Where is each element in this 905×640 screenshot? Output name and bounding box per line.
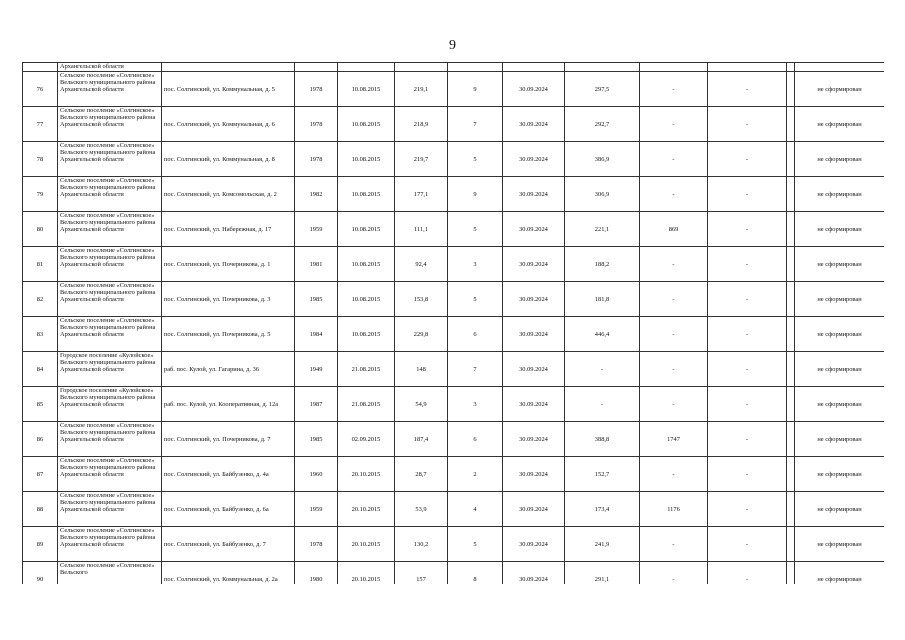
address-cell: пос. Солгинский, ул. Почерникова, д. 7 <box>162 422 295 457</box>
area-cell: 148 <box>395 352 448 387</box>
housing-registry-table <box>22 62 884 584</box>
address-cell: пос. Солгинский, ул. Байбузенко, д. 4а <box>162 457 295 492</box>
status-cell: не сформирован <box>795 212 885 247</box>
resettlement-deadline-cell: 30.09.2024 <box>503 562 565 585</box>
municipality-name-cell: Сельское поселение «Солгинское» Вельского муниципального района Архангельской области <box>58 317 162 352</box>
resettlement-deadline-cell: 30.09.2024 <box>503 177 565 212</box>
residents-count-cell: 7 <box>448 352 503 387</box>
cost-cell: 386,9 <box>565 142 640 177</box>
blank-cell-cell <box>787 63 795 72</box>
address-cell <box>162 63 295 72</box>
cost-cell: - <box>565 387 640 422</box>
cost-cell <box>565 63 640 72</box>
resettlement-deadline-cell: 30.09.2024 <box>503 282 565 317</box>
recognition-date-cell: 10.08.2015 <box>338 107 395 142</box>
area-cell: 218,9 <box>395 107 448 142</box>
recognition-date-cell: 10.08.2015 <box>338 247 395 282</box>
blank-cell-cell <box>787 107 795 142</box>
residents-count-cell: 9 <box>448 72 503 107</box>
recognition-date-cell: 20.10.2015 <box>338 492 395 527</box>
area-cell: 111,1 <box>395 212 448 247</box>
address-cell: пос. Солгинский, ул. Байбузенко, д. 7 <box>162 527 295 562</box>
table-row <box>23 352 885 387</box>
row-number-cell: 90 <box>23 562 58 585</box>
area-cell: 229,8 <box>395 317 448 352</box>
blank-cell-cell <box>787 247 795 282</box>
blank-cell-cell <box>787 177 795 212</box>
cost-cell: 221,1 <box>565 212 640 247</box>
table-row <box>23 317 885 352</box>
cost-cell: 388,8 <box>565 422 640 457</box>
table-row <box>23 107 885 142</box>
table-row <box>23 492 885 527</box>
residents-count-cell: 6 <box>448 317 503 352</box>
extra-value-cell: - <box>640 457 708 492</box>
extra-value-cell: - <box>640 247 708 282</box>
row-number-cell: 88 <box>23 492 58 527</box>
table-body <box>23 63 885 585</box>
row-number-cell: 78 <box>23 142 58 177</box>
table-row <box>23 72 885 107</box>
address-cell: пос. Солгинский, ул. Почерникова, д. 3 <box>162 282 295 317</box>
cost-cell: 173,4 <box>565 492 640 527</box>
municipality-name-cell: Городское поселение «Кулойское» Вельского муниципального района Архангельской области <box>58 387 162 422</box>
build-year-cell <box>295 63 338 72</box>
residents-count-cell: 3 <box>448 247 503 282</box>
build-year-cell: 1959 <box>295 212 338 247</box>
row-number-cell: 80 <box>23 212 58 247</box>
status-cell: не сформирован <box>795 492 885 527</box>
residents-count-cell: 5 <box>448 282 503 317</box>
municipality-name-cell: Сельское поселение «Солгинское» Вельского муниципального района Архангельской области <box>58 457 162 492</box>
row-number-cell: 84 <box>23 352 58 387</box>
dash-value-cell: - <box>708 387 787 422</box>
extra-value-cell: - <box>640 352 708 387</box>
resettlement-deadline-cell: 30.09.2024 <box>503 527 565 562</box>
status-cell: не сформирован <box>795 282 885 317</box>
extra-value-cell: - <box>640 562 708 585</box>
status-cell: не сформирован <box>795 562 885 585</box>
municipality-name-cell: Сельское поселение «Солгинское» Вельского муниципального района Архангельской области <box>58 492 162 527</box>
recognition-date-cell: 02.09.2015 <box>338 422 395 457</box>
address-cell: раб. пос. Кулой, ул. Гагарина, д. 36 <box>162 352 295 387</box>
resettlement-deadline-cell: 30.09.2024 <box>503 142 565 177</box>
resettlement-deadline-cell: 30.09.2024 <box>503 352 565 387</box>
extra-value-cell: - <box>640 282 708 317</box>
residents-count-cell: 5 <box>448 527 503 562</box>
dash-value-cell: - <box>708 317 787 352</box>
table-row-continued <box>23 63 885 72</box>
address-cell: пос. Солгинский, ул. Коммунальная, д. 8 <box>162 142 295 177</box>
resettlement-deadline-cell: 30.09.2024 <box>503 317 565 352</box>
extra-value-cell: 1176 <box>640 492 708 527</box>
table-row <box>23 457 885 492</box>
residents-count-cell: 2 <box>448 457 503 492</box>
dash-value-cell: - <box>708 352 787 387</box>
municipality-name-cell: Сельское поселение «Солгинское» Вельского муниципального района Архангельской области <box>58 107 162 142</box>
recognition-date-cell: 20.10.2015 <box>338 562 395 585</box>
address-cell: пос. Солгинский, ул. Почерникова, д. 1 <box>162 247 295 282</box>
dash-value-cell: - <box>708 492 787 527</box>
row-number-cell: 83 <box>23 317 58 352</box>
resettlement-deadline-cell: 30.09.2024 <box>503 107 565 142</box>
area-cell: 177,1 <box>395 177 448 212</box>
status-cell: не сформирован <box>795 352 885 387</box>
dash-value-cell <box>708 63 787 72</box>
residents-count-cell: 3 <box>448 387 503 422</box>
table-row <box>23 562 885 585</box>
address-cell: пос. Солгинский, ул. Набережная, д. 17 <box>162 212 295 247</box>
area-cell: 54,9 <box>395 387 448 422</box>
extra-value-cell: - <box>640 527 708 562</box>
extra-value-cell: - <box>640 107 708 142</box>
dash-value-cell: - <box>708 527 787 562</box>
blank-cell-cell <box>787 562 795 585</box>
dash-value-cell: - <box>708 422 787 457</box>
area-cell: 219,7 <box>395 142 448 177</box>
table-row <box>23 212 885 247</box>
address-cell: пос. Солгинский, ул. Коммунальная, д. 6 <box>162 107 295 142</box>
cost-cell: - <box>565 352 640 387</box>
build-year-cell: 1978 <box>295 527 338 562</box>
area-cell <box>395 63 448 72</box>
municipality-name-cell: Сельское поселение «Солгинское» Вельского муниципального района Архангельской области <box>58 247 162 282</box>
table-row <box>23 422 885 457</box>
extra-value-cell: 1747 <box>640 422 708 457</box>
row-number-cell: 87 <box>23 457 58 492</box>
resettlement-deadline-cell: 30.09.2024 <box>503 457 565 492</box>
extra-value-cell: - <box>640 387 708 422</box>
build-year-cell: 1959 <box>295 492 338 527</box>
municipality-name-cell: Сельское поселение «Солгинское» Вельского муниципального района Архангельской области <box>58 527 162 562</box>
dash-value-cell: - <box>708 562 787 585</box>
recognition-date-cell: 10.08.2015 <box>338 72 395 107</box>
build-year-cell: 1985 <box>295 422 338 457</box>
row-number-cell: 77 <box>23 107 58 142</box>
extra-value-cell: 869 <box>640 212 708 247</box>
resettlement-deadline-cell <box>503 63 565 72</box>
resettlement-deadline-cell: 30.09.2024 <box>503 387 565 422</box>
table-row <box>23 282 885 317</box>
status-cell <box>795 63 885 72</box>
build-year-cell: 1987 <box>295 387 338 422</box>
build-year-cell: 1978 <box>295 107 338 142</box>
residents-count-cell: 7 <box>448 107 503 142</box>
page-number: 9 <box>449 38 456 53</box>
status-cell: не сформирован <box>795 142 885 177</box>
row-number-cell: 81 <box>23 247 58 282</box>
row-number-cell: 85 <box>23 387 58 422</box>
build-year-cell: 1982 <box>295 177 338 212</box>
area-cell: 187,4 <box>395 422 448 457</box>
row-number-cell: 79 <box>23 177 58 212</box>
municipality-name-cell: Сельское поселение «Солгинское» Вельского муниципального района Архангельской области <box>58 177 162 212</box>
residents-count-cell: 9 <box>448 177 503 212</box>
area-cell: 130,2 <box>395 527 448 562</box>
status-cell: не сформирован <box>795 247 885 282</box>
address-cell: раб. пос. Кулой, ул. Кооперативная, д. 12а <box>162 387 295 422</box>
cost-cell: 241,9 <box>565 527 640 562</box>
recognition-date-cell: 21.08.2015 <box>338 352 395 387</box>
dash-value-cell: - <box>708 107 787 142</box>
recognition-date-cell: 10.08.2015 <box>338 177 395 212</box>
cost-cell: 188,2 <box>565 247 640 282</box>
municipality-name-cell: Сельское поселение «Солгинское» Вельского муниципального района Архангельской области <box>58 422 162 457</box>
residents-count-cell: 5 <box>448 212 503 247</box>
area-cell: 153,8 <box>395 282 448 317</box>
resettlement-deadline-cell: 30.09.2024 <box>503 72 565 107</box>
status-cell: не сформирован <box>795 457 885 492</box>
table-row <box>23 247 885 282</box>
residents-count-cell: 4 <box>448 492 503 527</box>
cost-cell: 291,1 <box>565 562 640 585</box>
resettlement-deadline-cell: 30.09.2024 <box>503 212 565 247</box>
build-year-cell: 1978 <box>295 72 338 107</box>
residents-count-cell: 8 <box>448 562 503 585</box>
build-year-cell: 1985 <box>295 282 338 317</box>
table-row <box>23 527 885 562</box>
row-number-cell: 89 <box>23 527 58 562</box>
municipality-name-cell: Сельское поселение «Солгинское» Вельского <box>58 562 162 585</box>
resettlement-deadline-cell: 30.09.2024 <box>503 492 565 527</box>
blank-cell-cell <box>787 457 795 492</box>
area-cell: 28,7 <box>395 457 448 492</box>
dash-value-cell: - <box>708 72 787 107</box>
build-year-cell: 1960 <box>295 457 338 492</box>
build-year-cell: 1984 <box>295 317 338 352</box>
municipality-name-cell: Городское поселение «Кулойское» Вельского муниципального района Архангельской области <box>58 352 162 387</box>
row-number-cell: 86 <box>23 422 58 457</box>
cost-cell: 306,9 <box>565 177 640 212</box>
row-number-cell: 82 <box>23 282 58 317</box>
resettlement-deadline-cell: 30.09.2024 <box>503 247 565 282</box>
blank-cell-cell <box>787 212 795 247</box>
residents-count-cell: 5 <box>448 142 503 177</box>
status-cell: не сформирован <box>795 177 885 212</box>
build-year-cell: 1980 <box>295 562 338 585</box>
build-year-cell: 1978 <box>295 142 338 177</box>
cost-cell: 181,8 <box>565 282 640 317</box>
table-row <box>23 142 885 177</box>
municipality-name-cell: Архангельской области <box>58 63 162 72</box>
residents-count-cell <box>448 63 503 72</box>
row-number-cell: 76 <box>23 72 58 107</box>
cost-cell: 152,7 <box>565 457 640 492</box>
table-row <box>23 177 885 212</box>
table-row <box>23 387 885 422</box>
recognition-date-cell: 21.08.2015 <box>338 387 395 422</box>
blank-cell-cell <box>787 422 795 457</box>
address-cell: пос. Солгинский, ул. Комсомольская, д. 2 <box>162 177 295 212</box>
dash-value-cell: - <box>708 177 787 212</box>
municipality-name-cell: Сельское поселение «Солгинское» Вельского муниципального района Архангельской области <box>58 142 162 177</box>
address-cell: пос. Солгинский, ул. Коммунальная, д. 2а <box>162 562 295 585</box>
resettlement-deadline-cell: 30.09.2024 <box>503 422 565 457</box>
dash-value-cell: - <box>708 247 787 282</box>
recognition-date-cell: 10.08.2015 <box>338 317 395 352</box>
blank-cell-cell <box>787 387 795 422</box>
recognition-date-cell: 20.10.2015 <box>338 457 395 492</box>
housing-registry-table-container <box>22 62 884 584</box>
area-cell: 219,1 <box>395 72 448 107</box>
recognition-date-cell: 10.08.2015 <box>338 212 395 247</box>
residents-count-cell: 6 <box>448 422 503 457</box>
row-number-cell <box>23 63 58 72</box>
area-cell: 53,9 <box>395 492 448 527</box>
status-cell: не сформирован <box>795 387 885 422</box>
status-cell: не сформирован <box>795 317 885 352</box>
recognition-date-cell: 10.08.2015 <box>338 282 395 317</box>
status-cell: не сформирован <box>795 72 885 107</box>
municipality-name-cell: Сельское поселение «Солгинское» Вельского муниципального района Архангельской области <box>58 212 162 247</box>
extra-value-cell: - <box>640 142 708 177</box>
extra-value-cell <box>640 63 708 72</box>
build-year-cell: 1981 <box>295 247 338 282</box>
dash-value-cell: - <box>708 457 787 492</box>
blank-cell-cell <box>787 317 795 352</box>
extra-value-cell: - <box>640 72 708 107</box>
blank-cell-cell <box>787 72 795 107</box>
address-cell: пос. Солгинский, ул. Почерникова, д. 5 <box>162 317 295 352</box>
recognition-date-cell: 20.10.2015 <box>338 527 395 562</box>
blank-cell-cell <box>787 142 795 177</box>
status-cell: не сформирован <box>795 422 885 457</box>
extra-value-cell: - <box>640 317 708 352</box>
area-cell: 157 <box>395 562 448 585</box>
cost-cell: 297,5 <box>565 72 640 107</box>
recognition-date-cell <box>338 63 395 72</box>
extra-value-cell: - <box>640 177 708 212</box>
municipality-name-cell: Сельское поселение «Солгинское» Вельского муниципального района Архангельской области <box>58 72 162 107</box>
dash-value-cell: - <box>708 282 787 317</box>
dash-value-cell: - <box>708 142 787 177</box>
recognition-date-cell: 10.08.2015 <box>338 142 395 177</box>
blank-cell-cell <box>787 492 795 527</box>
status-cell: не сформирован <box>795 527 885 562</box>
cost-cell: 292,7 <box>565 107 640 142</box>
blank-cell-cell <box>787 527 795 562</box>
area-cell: 92,4 <box>395 247 448 282</box>
blank-cell-cell <box>787 352 795 387</box>
address-cell: пос. Солгинский, ул. Коммунальная, д. 5 <box>162 72 295 107</box>
cost-cell: 446,4 <box>565 317 640 352</box>
status-cell: не сформирован <box>795 107 885 142</box>
dash-value-cell: - <box>708 212 787 247</box>
address-cell: пос. Солгинский, ул. Байбузенко, д. 6а <box>162 492 295 527</box>
municipality-name-cell: Сельское поселение «Солгинское» Вельского муниципального района Архангельской области <box>58 282 162 317</box>
blank-cell-cell <box>787 282 795 317</box>
build-year-cell: 1949 <box>295 352 338 387</box>
